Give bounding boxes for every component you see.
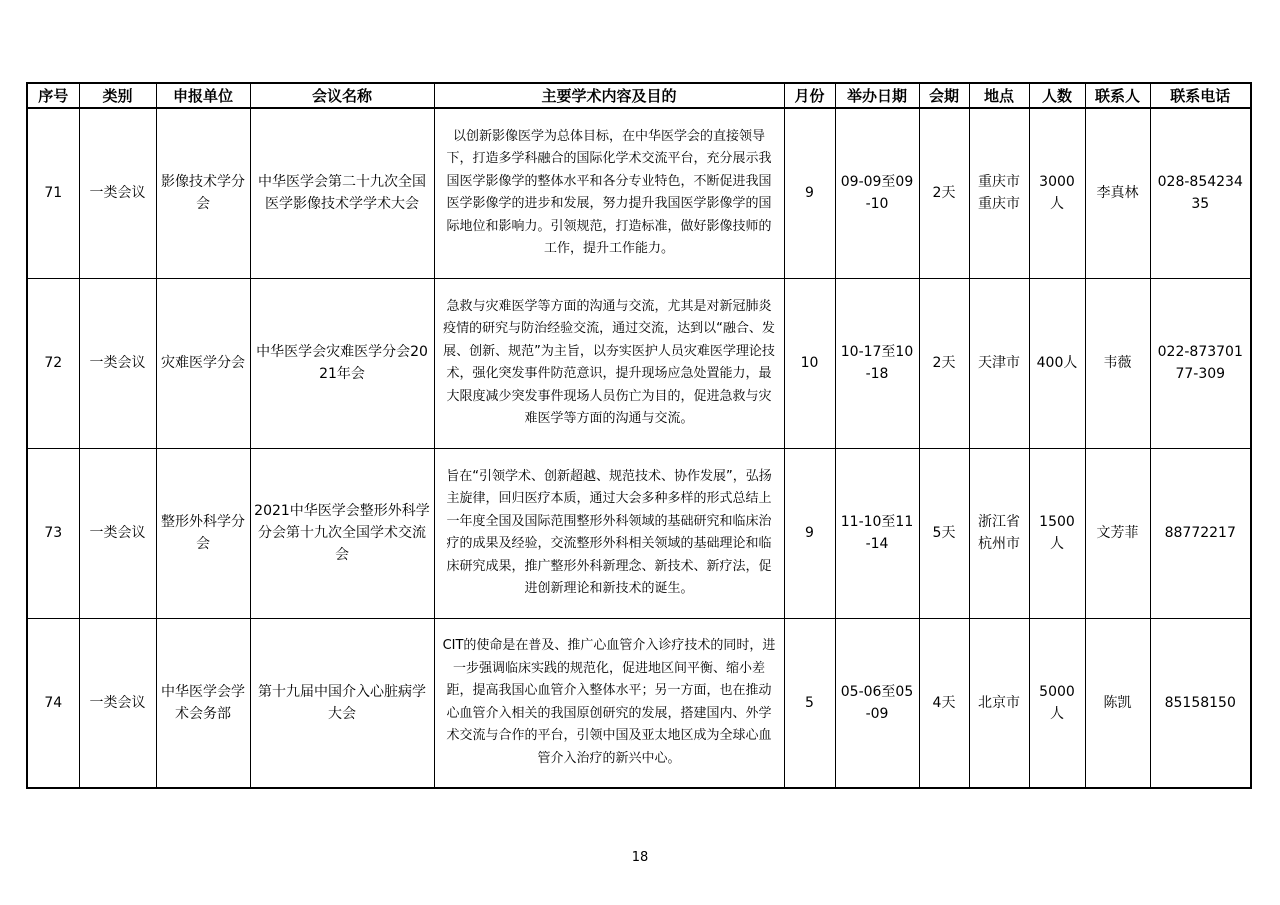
cell-location: 重庆市重庆市 [969,108,1029,278]
cell-duration: 5天 [919,448,969,618]
table-row [27,278,1251,448]
header-row [27,83,1251,108]
cell-content: 以创新影像医学为总体目标，在中华医学会的直接领导下，打造多学科融合的国际化学术交流平台，充分展示我国医学影像学的整体水平和各分专业特色，不断促进我国医学影像学的进步和发展，努力提升我国医学影像学的国际地位和影响力。引领规范，打造标准，做好影像技师的工作，提升工作能力。 [434,108,784,278]
cell-duration: 4天 [919,618,969,788]
cell-unit: 整形外科学分会 [156,448,250,618]
cell-content: 旨在“引领学术、创新超越、规范技术、协作发展”，弘扬主旋律，回归医疗本质，通过大会多种多样的形式总结上一年度全国及国际范围整形外科领域的基础研究和临床治疗的成果及经验，交流整形外科相关领域的基础理论和临床研究成果，推广整形外科新理念、新技术、新疗法，促进创新理论和新技术的诞生。 [434,448,784,618]
cell-meeting: 中华医学会灾难医学分会2021年会 [250,278,434,448]
cell-meeting: 第十九届中国介入心脏病学大会 [250,618,434,788]
cell-meeting: 中华医学会第二十九次全国医学影像技术学学术大会 [250,108,434,278]
cell-no: 74 [27,618,79,788]
cell-dates: 09-09至09-10 [835,108,919,278]
cell-month: 9 [784,108,835,278]
table-row [27,108,1251,278]
cell-content: 急救与灾难医学等方面的沟通与交流，尤其是对新冠肺炎疫情的研究与防治经验交流，通过交流，达到以“融合、发展、创新、规范”为主旨，以夯实医护人员灾难医学理论技术，强化突发事件防范意识，提升现场应急处置能力，最大限度减少突发事件现场人员伤亡为目的，促进急救与灾难医学等方面的沟通与交流。 [434,278,784,448]
header-category: 类别 [79,83,156,108]
cell-no: 73 [27,448,79,618]
cell-phone: 88772217 [1150,448,1251,618]
cell-phone: 85158150 [1150,618,1251,788]
cell-contact: 陈凯 [1085,618,1150,788]
cell-contact: 文芳菲 [1085,448,1150,618]
cell-attendees: 1500人 [1029,448,1085,618]
cell-dates: 11-10至11-14 [835,448,919,618]
cell-no: 72 [27,278,79,448]
cell-contact: 韦薇 [1085,278,1150,448]
cell-phone: 028-85423435 [1150,108,1251,278]
cell-attendees: 3000人 [1029,108,1085,278]
cell-category: 一类会议 [79,278,156,448]
cell-category: 一类会议 [79,448,156,618]
header-month: 月份 [784,83,835,108]
header-attendees: 人数 [1029,83,1085,108]
table-row [27,618,1251,788]
header-duration: 会期 [919,83,969,108]
table-row [27,448,1251,618]
meeting-table [26,82,1252,789]
cell-phone: 022-87370177-309 [1150,278,1251,448]
cell-attendees: 400人 [1029,278,1085,448]
meeting-schedule-sheet [26,82,1250,789]
cell-category: 一类会议 [79,618,156,788]
cell-attendees: 5000人 [1029,618,1085,788]
header-contact: 联系人 [1085,83,1150,108]
page-number: 18 [631,850,649,865]
cell-month: 5 [784,618,835,788]
cell-unit: 中华医学会学术会务部 [156,618,250,788]
cell-no: 71 [27,108,79,278]
header-unit: 申报单位 [156,83,250,108]
cell-location: 浙江省杭州市 [969,448,1029,618]
cell-content: CIT的使命是在普及、推广心血管介入诊疗技术的同时，进一步强调临床实践的规范化，促进地区间平衡、缩小差距，提高我国心血管介入整体水平；另一方面，也在推动心血管介入相关的我国原创研究的发展，搭建国内、外学术交流与合作的平台，引领中国及亚太地区成为全球心血管介入治疗的新兴中心。 [434,618,784,788]
cell-contact: 李真林 [1085,108,1150,278]
cell-dates: 10-17至10-18 [835,278,919,448]
header-phone: 联系电话 [1150,83,1251,108]
cell-month: 9 [784,448,835,618]
header-location: 地点 [969,83,1029,108]
cell-category: 一类会议 [79,108,156,278]
cell-location: 天津市 [969,278,1029,448]
cell-month: 10 [784,278,835,448]
cell-duration: 2天 [919,108,969,278]
cell-unit: 灾难医学分会 [156,278,250,448]
cell-dates: 05-06至05-09 [835,618,919,788]
header-content: 主要学术内容及目的 [434,83,784,108]
cell-unit: 影像技术学分会 [156,108,250,278]
cell-duration: 2天 [919,278,969,448]
header-meeting: 会议名称 [250,83,434,108]
cell-location: 北京市 [969,618,1029,788]
cell-meeting: 2021中华医学会整形外科学分会第十九次全国学术交流会 [250,448,434,618]
header-dates: 举办日期 [835,83,919,108]
header-no: 序号 [27,83,79,108]
